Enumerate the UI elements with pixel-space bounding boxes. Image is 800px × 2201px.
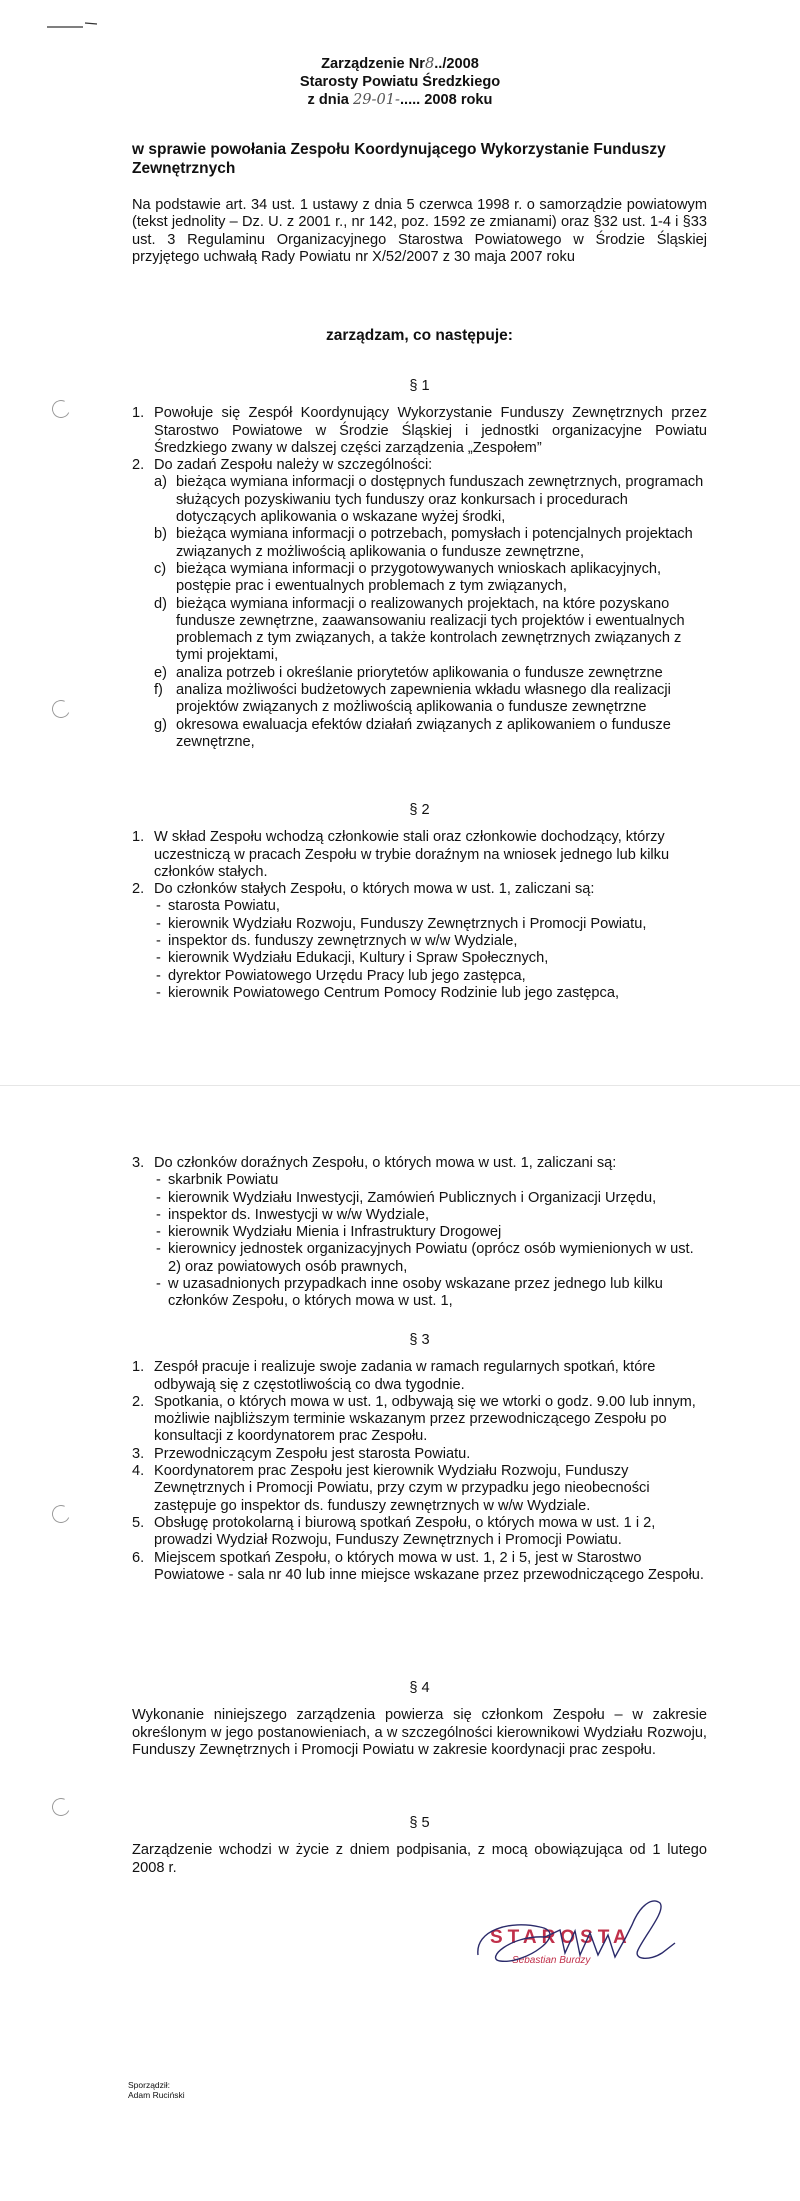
task-item: e) analiza potrzeb i określanie priorytetów aplikowania o fundusze zewnętrzne (154, 664, 663, 681)
preamble: Na podstawie art. 34 ust. 1 ustawy z dnia 5 czerwca 1998 r. o samorządzie powiatowym (tekst jednolity – Dz. U. z 2001 r., nr 142, poz. 1592 ze zmianami) oraz §32 ust. 1-4 i §33 ust. 3 Regulaminu Organizacyjnego Starostwa Powiatowego w Środzie Śląskiej przyjętego uchwałą Rady Powiatu nr X/52/2007 z 30 maja 2007 roku (132, 197, 707, 265)
section-1-title: § 1 (409, 378, 430, 394)
task-item: g) okresowa ewaluacja efektów działań związanych z aplikowaniem o fundusze zewnętrzne, (154, 716, 671, 750)
ad-hoc-member-item: - inspektor ds. Inwestycji w w/w Wydziale, (154, 1207, 707, 1224)
section-4-text: Wykonanie niniejszego zarządzenia powierza się członkom Zespołu – w zakresie określonym w jego postanowieniach, a w szczególności kierownikowi Wydziału Rozwoju, Funduszy Zewnętrznych i Promocji Powiatu w zakresie koordynacji prac zespołu. (132, 1707, 707, 1758)
section-4-title: § 4 (409, 1680, 430, 1696)
document-footer (128, 2080, 185, 2100)
footer-author: Adam Ruciński (128, 2090, 185, 2100)
member-item: - kierownik Wydziału Edukacji, Kultury i Spraw Społecznych, (154, 950, 707, 967)
member-item: - inspektor ds. funduszy zewnętrznych w w/w Wydziale, (154, 933, 707, 950)
header-line-2: Starosty Powiatu Średzkiego (299, 74, 501, 90)
task-item: c) bieżąca wymiana informacji o przygotowywanych wnioskach aplikacyjnych, postępie prac i ewentualnych problemach z tym związanych, (154, 560, 662, 595)
section-2-continued (132, 1155, 707, 1311)
task-item: d) bieżąca wymiana informacji o realizowanych projektach, na które pozyskano fundusze zewnętrzne, zaawansowaniu realizacji tych projektów i ewentualnych problemach z tym związanych, a także kontrolach zewnętrznych związanych z tymi projektami, (154, 595, 685, 664)
header-line-1: Zarządzenie Nr8../2008 (321, 55, 479, 72)
document-header (0, 55, 800, 109)
ad-hoc-member-item: - kierownicy jednostek organizacyjnych Powiatu (oprócz osób wymienionych w ust. 2) oraz powiatowych osób prawnych, (154, 1241, 707, 1276)
section-2-point-3: 3. Do członków doraźnych Zespołu, o których mowa w ust. 1, zaliczani są: - skarbnik Powiatu - kierownik Wydziału Inwestycji, Zamówień Publicznych i Organizacji Urzędu, - inspektor ds. Inwestycji w w/w Wydziale, - kierownik Wydziału Mienia i Infrastruktury Drogowej - kierownicy jednostek organizacyjnych Powiatu (oprócz osób wymienionych w ust. 2) oraz powiatowych osób prawnych, - w uzasadnionych przypadkach inne osoby wskazane przez jednego lub kilku członków Zespołu, o których mowa w ust. 1, (132, 1155, 707, 1311)
section-2-point-1: 1. W skład Zespołu wchodzą członkowie stali oraz członkowie dochodzący, którzy uczestniczą w pracach Zespołu w trybie doraźnym na wniosek jednego lub kilku członków stałych. (132, 829, 670, 880)
section-3 (132, 1332, 707, 1584)
ad-hoc-member-item: - w uzasadnionych przypadkach inne osoby wskazane przez jednego lub kilku członków Zespołu, o których mowa w ust. 1, (154, 1276, 707, 1311)
section-5-title: § 5 (409, 1815, 430, 1831)
footer-label: Sporządził: (128, 2080, 171, 2090)
task-item: b) bieżąca wymiana informacji o potrzebach, pomysłach i potencjalnych projektach związanych z możliwością aplikowania o fundusze zewnętrzne, (154, 526, 693, 560)
rule-item: 6. Miejscem spotkań Zespołu, o których mowa w ust. 1, 2 i 5, jest w Starostwo Powiatowe - sala nr 40 lub inne miejsce wskazane przez przewodniczącego Zespołu. (132, 1549, 704, 1583)
section-3-title: § 3 (409, 1332, 430, 1348)
ad-hoc-member-item: - kierownik Wydziału Mienia i Infrastruktury Drogowej (154, 1224, 707, 1241)
stamp-title: STAROSTA (490, 1927, 632, 1948)
section-5 (132, 1815, 707, 1877)
section-1 (132, 378, 707, 751)
member-item: - starosta Powiatu, (154, 898, 707, 915)
member-item: - kierownik Wydziału Rozwoju, Funduszy Zewnętrznych i Promocji Powiatu, (154, 916, 707, 933)
section-4 (132, 1680, 707, 1759)
section-2-title: § 2 (409, 802, 430, 818)
corner-pen-mark (45, 20, 100, 30)
ad-hoc-member-item: - kierownik Wydziału Inwestycji, Zamówień Publicznych i Organizacji Urzędu, (154, 1190, 707, 1207)
rule-item: 1. Zespół pracuje i realizuje swoje zadania w ramach regularnych spotkań, które odbywają się z częstotliwością co dwa tygodnie. (132, 1359, 656, 1393)
document-title: w sprawie powołania Zespołu Koordynującego Wykorzystanie Funduszy Zewnętrznych (132, 141, 666, 177)
decree-formula: zarządzam, co następuje: (326, 327, 513, 344)
member-item: - dyrektor Powiatowego Urzędu Pracy lub jego zastępca, (154, 968, 707, 985)
rule-item: 5. Obsługę protokolarną i biurową spotkań Zespołu, o których mowa w ust. 1 i 2, prowadzi Wydział Rozwoju, Funduszy Zewnętrznych i Promocji Powiatu. (132, 1514, 656, 1549)
section-2-point-2: 2. Do członków stałych Zespołu, o których mowa w ust. 1, zaliczani są: - starosta Powiatu, - kierownik Wydziału Rozwoju, Funduszy Zewnętrznych i Promocji Powiatu, - inspektor ds. funduszy zewnętrznych w w/w Wydziale, - kierownik Wydziału Edukacji, Kultury i Spraw Społecznych, - dyrektor Powiatowego Urzędu Pracy lub jego zastępca, - kierownik Powiatowego Centrum Pomocy Rodzinie lub jego zastępca, (132, 881, 707, 1002)
rule-item: 3. Przewodniczącym Zespołu jest starosta Powiatu. (132, 1445, 471, 1462)
starosta-stamp-signature (470, 1895, 690, 1980)
handwritten-number: 8 (424, 55, 435, 72)
task-item: a) bieżąca wymiana informacji o dostępnych funduszach zewnętrznych, programach służących pozyskiwaniu tych funduszy oraz konkursach i procedurach dotyczących aplikowania o wskazane wyżej środki, (154, 474, 704, 526)
section-5-text: Zarządzenie wchodzi w życie z dniem podpisania, z mocą obowiązująca od 1 lutego 2008 r. (132, 1842, 707, 1876)
stamp-name: Sebastian Burdzy (512, 1955, 591, 1966)
rule-item: 2. Spotkania, o których mowa w ust. 1, odbywają się we wtorki o godz. 9.00 lub innym, możliwie najbliższym terminie wskazanym przez przewodniczącego Zespołu po konsultacji z koordynatorem prac Zespołu. (132, 1393, 696, 1445)
section-2 (132, 802, 707, 1002)
member-item: - kierownik Powiatowego Centrum Pomocy Rodzinie lub jego zastępca, (154, 985, 707, 1002)
section-1-point-2: 2. Do zadań Zespołu należy w szczególności: a) bieżąca wymiana informacji o dostępnych funduszach zewnętrznych, programach służących pozyskiwaniu tych funduszy oraz konkursach i procedurach dotyczących aplikowania o wskazane wyżej środki, b) bieżąca wymiana informacji o potrzebach, pomysłach i potencjalnych projektach związanych z możliwością aplikowania o fundusze zewnętrzne, c) bieżąca wymiana informacji o przygotowywanych wnioskach aplikacyjnych, postępie prac i ewentualnych problemach z tym związanych, d) bieżąca wymiana informacji o realizowanych projektach, na które pozyskano fundusze zewnętrzne, zaawansowaniu realizacji tych projektów i ewentualnych problemach z tym związanych, a także kontrolach zewnętrznych związanych z tymi projektami, e) analiza potrzeb i określanie priorytetów aplikowania o fundusze zewnętrzne f) analiza możliwości budżetowych zapewnienia wkładu własnego dla realizacji projektów związanych z możliwością aplikowania o fundusze zewnętrzne g) okresowa ewaluacja efektów działań związanych z aplikowaniem o fundusze zewnętrzne, (132, 457, 707, 751)
rule-item: 4. Koordynatorem prac Zespołu jest kierownik Wydziału Rozwoju, Funduszy Zewnętrznych i Promocji Powiatu, przy czym w przypadku jego nieobecności zastępuje go inspektor ds. funduszy zewnętrznych w w/w Wydziale. (132, 1463, 650, 1514)
section-1-point-1: 1. Powołuje się Zespół Koordynujący Wykorzystanie Funduszy Zewnętrznych przez Starostwo Powiatowe w Środzie Śląskiej i jednostki organizacyjne Powiatu Średzkiego zwany w dalszej części zarządzenia „Zespołem” (132, 405, 707, 456)
ad-hoc-member-item: - skarbnik Powiatu (154, 1172, 707, 1189)
header-line-3: z dnia 29-01-..... 2008 roku (307, 91, 493, 108)
handwritten-date: 29-01- (352, 91, 400, 108)
task-item: f) analiza możliwości budżetowych zapewnienia wkładu własnego dla realizacji projektów związanych z możliwością aplikowania o fundusze zewnętrzne (154, 682, 671, 716)
